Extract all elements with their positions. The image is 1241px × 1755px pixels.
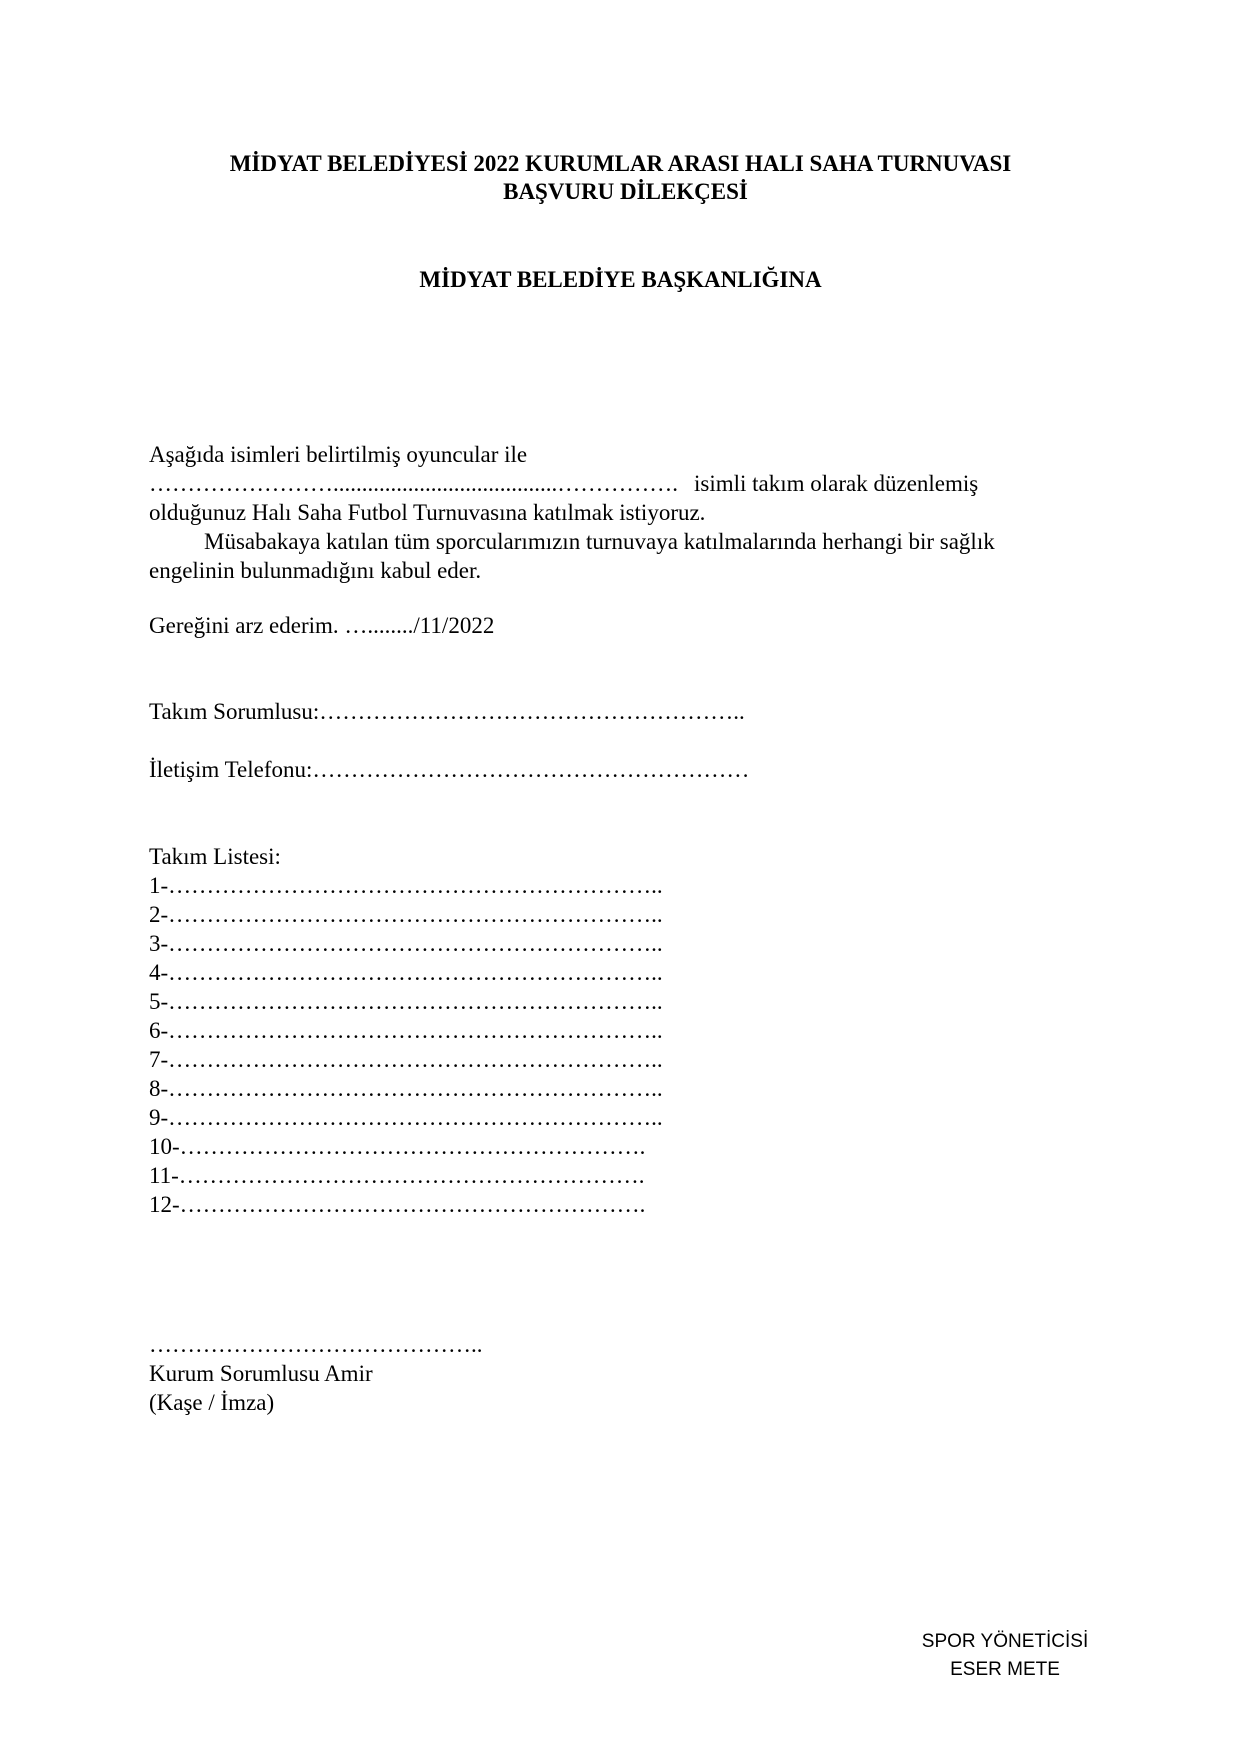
footer-name: ESER METE — [950, 1659, 1060, 1680]
footer-role: SPOR YÖNETİCİSİ — [921, 1631, 1089, 1652]
body-line-5: engelinin bulunmadığını kabul eder. — [149, 558, 482, 583]
title-line-2: BAŞVURU DİLEKÇESİ — [503, 179, 748, 204]
team-list — [149, 842, 663, 1219]
team-list-row[interactable]: 11-……………………………………………………. — [149, 1163, 645, 1188]
team-list-row[interactable]: 10-……………………………………………………. — [149, 1134, 646, 1159]
team-list-row[interactable]: 7-……………………………………………………….. — [149, 1047, 663, 1072]
body-line-2-text: isimli takım olarak düzenlemiş — [694, 471, 979, 496]
body-line-4: Müsabakaya katılan tüm sporcularımızın turnuvaya katılmalarında herhangi bir sağlık — [204, 529, 995, 554]
contact-phone-field[interactable]: İletişim Telefonu:………………………………………………… — [149, 757, 750, 782]
closing-date-line: Gereğini arz ederim. …......../11/2022 — [149, 613, 495, 638]
team-list-row[interactable]: 4-……………………………………………………….. — [149, 960, 663, 985]
footer-signatory — [880, 1628, 1130, 1684]
team-list-row[interactable]: 9-……………………………………………………….. — [149, 1105, 663, 1130]
team-name-blank[interactable]: …………………….......................................……………. — [149, 471, 678, 496]
body-line-2 — [149, 469, 1089, 498]
signature-block — [149, 1330, 483, 1417]
team-list-row[interactable]: 3-……………………………………………………….. — [149, 931, 663, 956]
team-list-row[interactable]: 8-……………………………………………………….. — [149, 1076, 663, 1101]
signature-title: Kurum Sorumlusu Amir — [149, 1361, 373, 1386]
petition-body — [149, 440, 1089, 585]
document-title — [0, 150, 1241, 206]
signature-line[interactable]: …………………………………….. — [149, 1332, 483, 1357]
body-line-3: olduğunuz Halı Saha Futbol Turnuvasına katılmak istiyoruz. — [149, 500, 706, 525]
team-list-row[interactable]: 12-……………………………………………………. — [149, 1192, 646, 1217]
team-list-row[interactable]: 5-……………………………………………………….. — [149, 989, 663, 1014]
team-list-row[interactable]: 1-……………………………………………………….. — [149, 873, 663, 898]
team-responsible-field[interactable]: Takım Sorumlusu:……………………………………………….. — [149, 699, 745, 724]
team-list-title: Takım Listesi: — [149, 844, 281, 869]
team-list-row[interactable]: 6-……………………………………………………….. — [149, 1018, 663, 1043]
signature-note: (Kaşe / İmza) — [149, 1390, 275, 1415]
title-line-1: MİDYAT BELEDİYESİ 2022 KURUMLAR ARASI HALI SAHA TURNUVASI — [229, 151, 1012, 176]
addressee: MİDYAT BELEDİYE BAŞKANLIĞINA — [419, 267, 822, 292]
team-list-row[interactable]: 2-……………………………………………………….. — [149, 902, 663, 927]
body-line-1: Aşağıda isimleri belirtilmiş oyuncular ile — [149, 442, 528, 467]
